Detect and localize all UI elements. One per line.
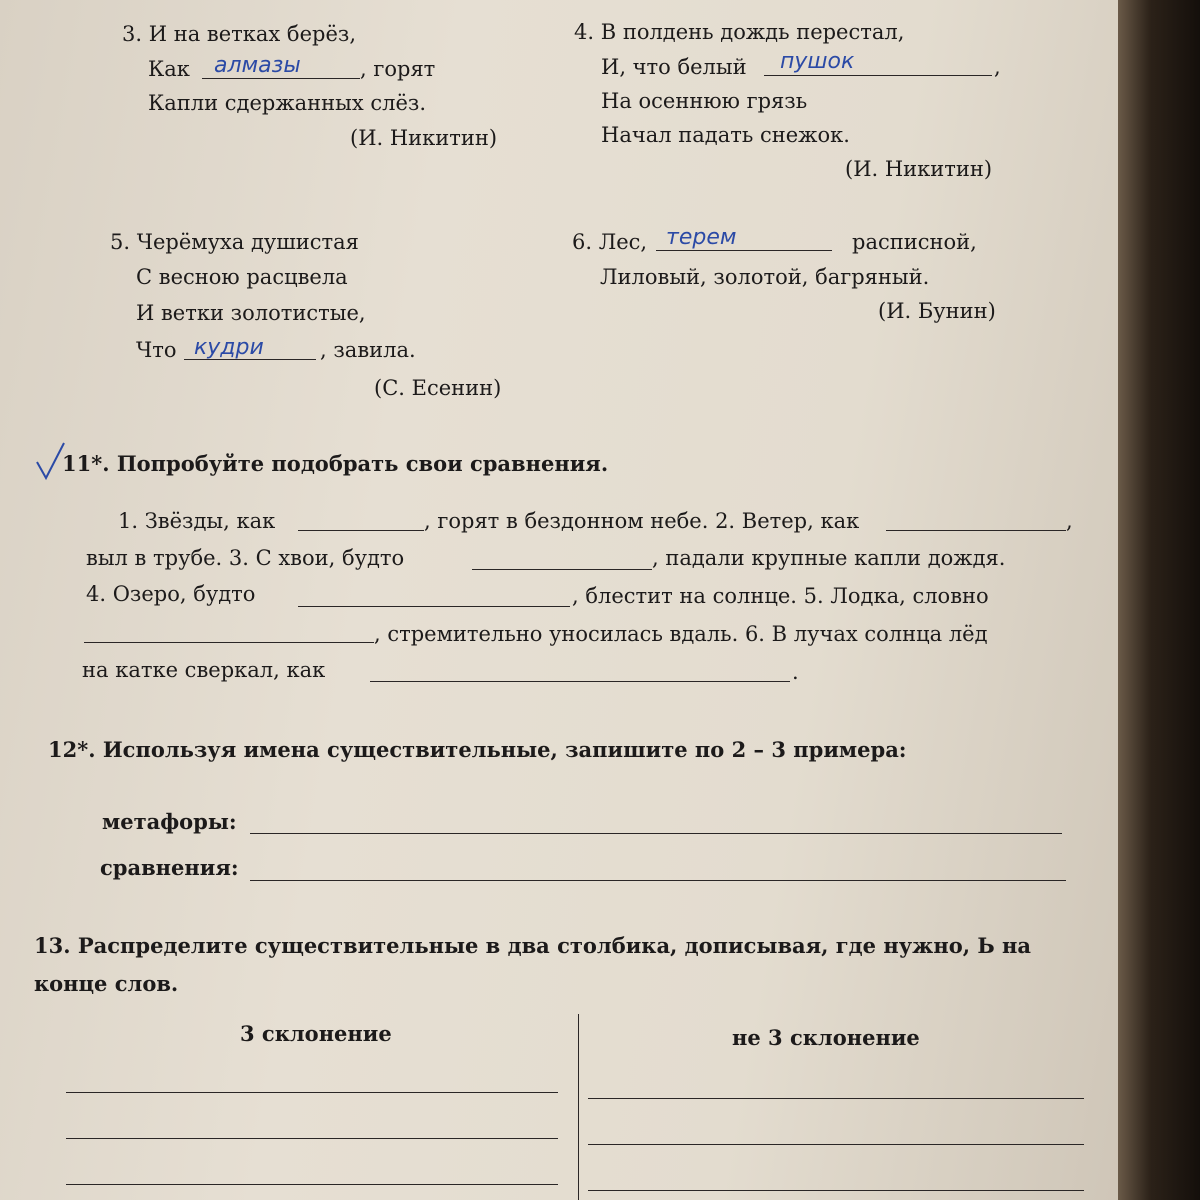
col1-line-3	[66, 1184, 558, 1185]
task12-metaphors-label: метафоры:	[102, 809, 237, 834]
poem4-line1: 4. В полдень дождь перестал,	[574, 20, 905, 44]
task11-row3-part1: 4. Озеро, будто	[86, 582, 256, 606]
poem5-line4-start: Что	[136, 338, 177, 362]
col1-line-1	[66, 1092, 558, 1093]
task11-row5-part1: на катке сверкал, как	[82, 658, 326, 682]
col2-line-2	[588, 1144, 1084, 1145]
poem6-line1-end: расписной,	[852, 230, 977, 254]
task11-blank-5	[84, 642, 374, 643]
task11-blank-4	[298, 606, 570, 607]
poem3-answer: алмазы	[214, 53, 301, 78]
column-header-not-3-declension: не 3 склонение	[732, 1025, 920, 1050]
poem5-line4-end: , завила.	[320, 338, 416, 362]
poem5-answer: кудри	[194, 335, 264, 360]
poem5-line3: И ветки золотистые,	[136, 301, 366, 325]
task11-blank-2	[886, 530, 1066, 531]
task11-row4-part2: , стремительно уносилась вдаль. 6. В лучах солнца лёд	[374, 622, 988, 646]
task12-metaphors-line	[250, 833, 1062, 834]
task11-row2-part2: , падали крупные капли дождя.	[652, 546, 1006, 570]
col2-line-3	[588, 1190, 1084, 1191]
poem3-line2-end: , горят	[360, 57, 436, 81]
poem4-blank	[764, 75, 992, 76]
poem6-line1-start: 6. Лес,	[572, 230, 648, 254]
task11-row1-part2: , горят в бездонном небе. 2. Ветер, как	[424, 509, 860, 533]
task12-title: 12*. Используя имена существительные, запишите по 2 – 3 примера:	[48, 737, 907, 762]
task11-row5-end: .	[792, 660, 799, 684]
page-edge-shadow	[1118, 0, 1200, 1200]
poem3-line2-start: Как	[148, 57, 190, 81]
task12-comparisons-label: сравнения:	[100, 855, 239, 880]
column-header-3-declension: 3 склонение	[240, 1021, 392, 1046]
poem4-line2-start: И, что белый	[601, 55, 747, 79]
poem4-line2-end: ,	[994, 55, 1001, 79]
task11-blank-1	[298, 530, 424, 531]
poem4-line3: На осеннюю грязь	[601, 89, 808, 113]
poem3-line3: Капли сдержанных слёз.	[148, 91, 427, 115]
task11-blank-3	[472, 569, 652, 570]
poem3-author: (И. Никитин)	[350, 126, 498, 150]
poem4-line4: Начал падать снежок.	[601, 123, 850, 147]
poem4-answer: пушок	[780, 49, 855, 74]
task13-title-line2: конце слов.	[34, 971, 179, 996]
task13-title-line1: 13. Распределите существительные в два столбика, дописывая, где нужно, Ь на	[34, 933, 1031, 958]
task11-row1-part1: 1. Звёзды, как	[118, 509, 276, 533]
poem3-blank	[202, 78, 360, 79]
poem4-author: (И. Никитин)	[845, 157, 993, 181]
poem5-author: (С. Есенин)	[374, 376, 502, 400]
col1-line-2	[66, 1138, 558, 1139]
task12-comparisons-line	[250, 880, 1066, 881]
poem6-author: (И. Бунин)	[878, 299, 996, 323]
poem5-line1: 5. Черёмуха душистая	[110, 230, 359, 254]
poem6-blank	[656, 250, 832, 251]
task11-title: 11*. Попробуйте подобрать свои сравнения.	[62, 451, 609, 476]
poem5-line2: С весною расцвела	[136, 265, 348, 289]
task11-row2-part1: выл в трубе. 3. С хвои, будто	[86, 546, 405, 570]
poem3-line1: 3. И на ветках берёз,	[122, 22, 356, 46]
task11-row1-part3: ,	[1066, 509, 1073, 533]
task11-blank-6	[370, 681, 790, 682]
task11-row3-part2: , блестит на солнце. 5. Лодка, словно	[572, 584, 989, 608]
col2-line-1	[588, 1098, 1084, 1099]
column-divider	[578, 1014, 579, 1200]
poem6-answer: терем	[666, 225, 737, 250]
poem6-line2: Лиловый, золотой, багряный.	[600, 265, 930, 289]
